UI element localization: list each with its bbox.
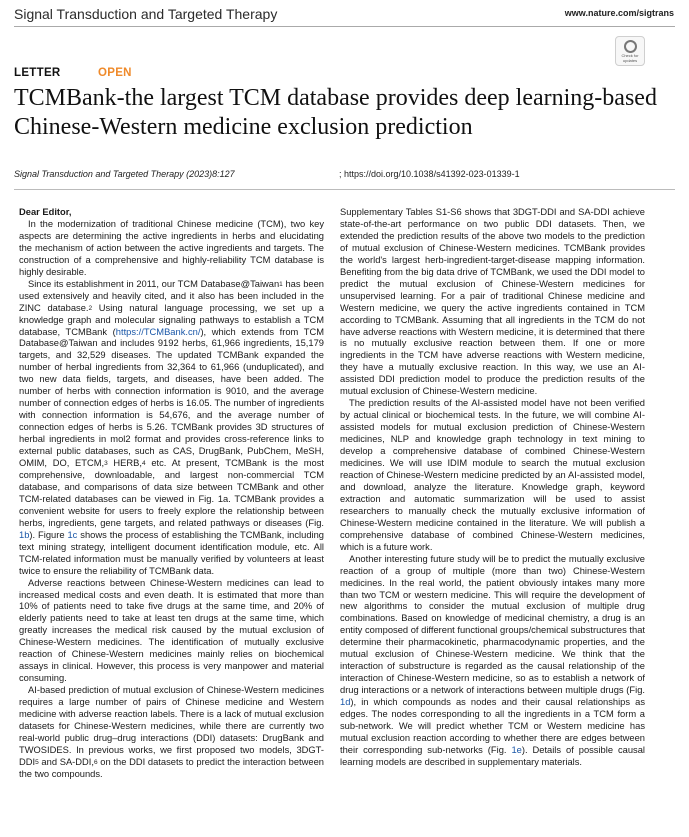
open-access-label: OPEN xyxy=(98,67,132,79)
journal-url[interactable]: www.nature.com/sigtrans xyxy=(564,8,674,18)
check-for-updates-badge[interactable] xyxy=(615,36,645,66)
fig-1c-link[interactable]: 1c xyxy=(67,529,78,540)
paragraph-1: In the modernization of traditional Chinese medicine (TCM), two key aspects are determining the active ingredients in herbs and elucidating the mechanism of action between the active ingredients and targets. The construction of a comprehensive and highly-reliability TCM database is highly desirable. xyxy=(19,218,324,277)
fig-1d-link[interactable]: 1d xyxy=(340,697,351,708)
ref-2[interactable]: 2 xyxy=(88,304,93,312)
left-column xyxy=(19,207,324,781)
header-divider xyxy=(14,26,675,27)
ref-3[interactable]: 3 xyxy=(104,460,108,468)
check-for-updates-icon xyxy=(624,40,637,53)
salutation: Dear Editor, xyxy=(19,207,72,217)
check-for-updates-label: Check for updates xyxy=(621,53,639,63)
paragraph-6: The prediction results of the AI-assisted model have not been verified by actual clinical or biochemical tests. In the future, we will combine AI-assisted models for mutual exclusion prediction of Chinese-Western medicines, NLP and knowledge graph technology in text mining to develop a comprehensive database of combined Chinese-Western medicines. We will use IDIM module to search the mutual exclusion reaction of Chinese-Western medicine predicted by an AI-assisted model, and download, analyze the literature. Knowledge graph, keyword extraction and automatic summarization will be used to assist researchers to manually check the mutually exclusive information of Chinese-Western medicine contained in the literature. We will publish a comprehensive database of combined Chinese-Western medicines, which is a future work. xyxy=(340,398,645,552)
fig-1b-link[interactable]: 1b xyxy=(19,529,30,540)
right-column xyxy=(340,207,645,769)
tcmbank-link[interactable]: https://TCMBank.cn/ xyxy=(115,326,201,337)
journal-name: Signal Transduction and Targeted Therapy xyxy=(14,6,278,22)
title-divider xyxy=(14,189,675,190)
citation: Signal Transduction and Targeted Therapy (2023)8:127 xyxy=(14,169,235,179)
ref-4[interactable]: 4 xyxy=(142,460,146,468)
paragraph-3: Adverse reactions between Chinese-Western medicines can lead to increased medical costs and even death. It is estimated that more than 10% of patients need to take five drugs at the same time, and 20% of elderly patients need to take at least ten drugs at the same time, which greatly increases the medical risk caused by the mutual exclusion of Chinese-Western medicines. The identification of mutually exclusive reaction of Chinese-Western medicines mainly relies on biochemical assays in clinical. However, this process is very manpower and material consuming. xyxy=(19,577,324,684)
doi-link[interactable]: ; https://doi.org/10.1038/s41392-023-01339-1 xyxy=(339,169,520,179)
article-type: LETTER xyxy=(14,67,61,79)
fig-1e-link[interactable]: 1e xyxy=(511,744,522,755)
paragraph-7: Another interesting future study will be to predict the mutually exclusive reaction of a group of multiple (more than two) Chinese-Western medicines. In the real world, the patient obviously intakes many more than two TCM or western medicine. This will require the development of new algorithms to consider the mutual exclusion of multiple drug combinations. Based on knowledge of medicinal chemistry, a drug is an entity composed of different functional groups/chemical substructures that determine their pharmacokinetic, pharmacodynamic properties, and the mutual exclusion of Chinese-Western medicine. We think that the interaction of substructure is regarded as the causal relationship of the interaction of Chinese-Western medicine, so as to establish a network of drug interactions or a network of interactions between multiple drugs (Fig. 1d), in which compounds as nodes and their causal relationships as edges. The nodes corresponding to all the ingredients in a TCM form a sub-network. We will predict whether TCM or Western medicine has mutual exclusion reaction according to whether there are edges between their corresponding sub-networks (Fig. 1e). Details of possible causal learning models are described in supplementary materials. xyxy=(340,553,645,767)
ref-6[interactable]: 6 xyxy=(93,758,98,766)
ref-5[interactable]: 5 xyxy=(35,758,39,766)
ref-1[interactable]: 1 xyxy=(279,280,283,288)
paragraph-2: Since its establishment in 2011, our TCM Database@Taiwan$^1$ has been used extensively and heavily cited, and it also has been included in the ZINC database.$^2$ Using natural language processing, we set up a knowledge graph and molecular signaling pathways to establish a TCM database, TCMBank (https://TCMBank.cn/), which extends from TCM Database@Taiwan and includes 9192 herbs, 61,966 ingredients, 15,179 targets, and 32,529 diseases. The updated TCMBank expanded the number of herbal ingredients from 32,364 to 61,966 (unduplicated), and two new data fields, targets, and diseases, have been added. The number of herbs with connection information is 9010, and the average number of connection edges of herbs is 16.05. The number of ingredients with connection information is 54,676, and the average number of connection edges of herbs is 5.26. TCMBank provides 3D structures of herbal ingredients in mol2 format and provides cross-reference links to external public databases, such as CAS, DrugBank, PubChem, MeSH, OMIM, DO, ETCM,$^3$ HERB,$^4$ etc. At present, TCMBank is the most comprehensive, downloadable, and largest non-commercial TCM database, and comparisons of data size between TCMBank and other TCM-related databases can be viewed in Fig. 1a. TCMBank provides a convenient website for users to freely explore the relationship between herbs, ingredients, gene targets, and related pathways or diseases (Fig. 1b). Figure 1c shows the process of establishing the TCMBank, including text mining strategy, intelligent document identification module, etc. All TCM-related information must be manually verified by volunteers at least twice to ensure the reliability of TCMBank data. xyxy=(19,278,325,576)
paragraph-4: AI-based prediction of mutual exclusion of Chinese-Western medicines requires a large number of pairs of Chinese medicine and Western medicine with adverse reaction labels. There is a lack of mutual exclusion datasets for Chinese-Western medicines, while there are currently two real-world public drug–drug interactions (DDI) datasets: DrugBank and TWOSIDES. In previous works, we first proposed two models, 3DGT-DDI$^5$ and SA-DDI,$^6$ on the DDI datasets to predict the interaction between the two compounds. xyxy=(19,685,324,779)
paragraph-5: Supplementary Tables S1-S6 shows that 3DGT-DDI and SA-DDI achieve state-of-the-art performance on two public DDI datasets. Then, we extended the prediction results of the above two models to the prediction of mutual exclusion of Chinese-Western medicines. TCMBank provides the world's largest herb-ingredient-target-disease mapping information. Benefiting from the big data drive of TCMBank, we used the DDI model to predict the mutual exclusion of Chinese-Western medicines for unsupervised learning. For a pair of traditional Chinese medicine and Western medicine, we query the active ingredients contained in TCM according to TCMBank. Assuming that all ingredients in the TCM do not have adverse reactions with Western medicine, it is determined that there is no mutually exclusive reaction between them. If one or more ingredients in the TCM have adverse reactions with Western medicine, they have a mutually exclusive reaction. In this way, we use an AI-assisted DDI prediction model to produce the prediction results of the mutual exclusion of Chinese-Western medicine. xyxy=(340,207,645,397)
article-title: TCMBank-the largest TCM database provides deep learning-based Chinese-Western medicine exclusion prediction xyxy=(14,85,657,140)
